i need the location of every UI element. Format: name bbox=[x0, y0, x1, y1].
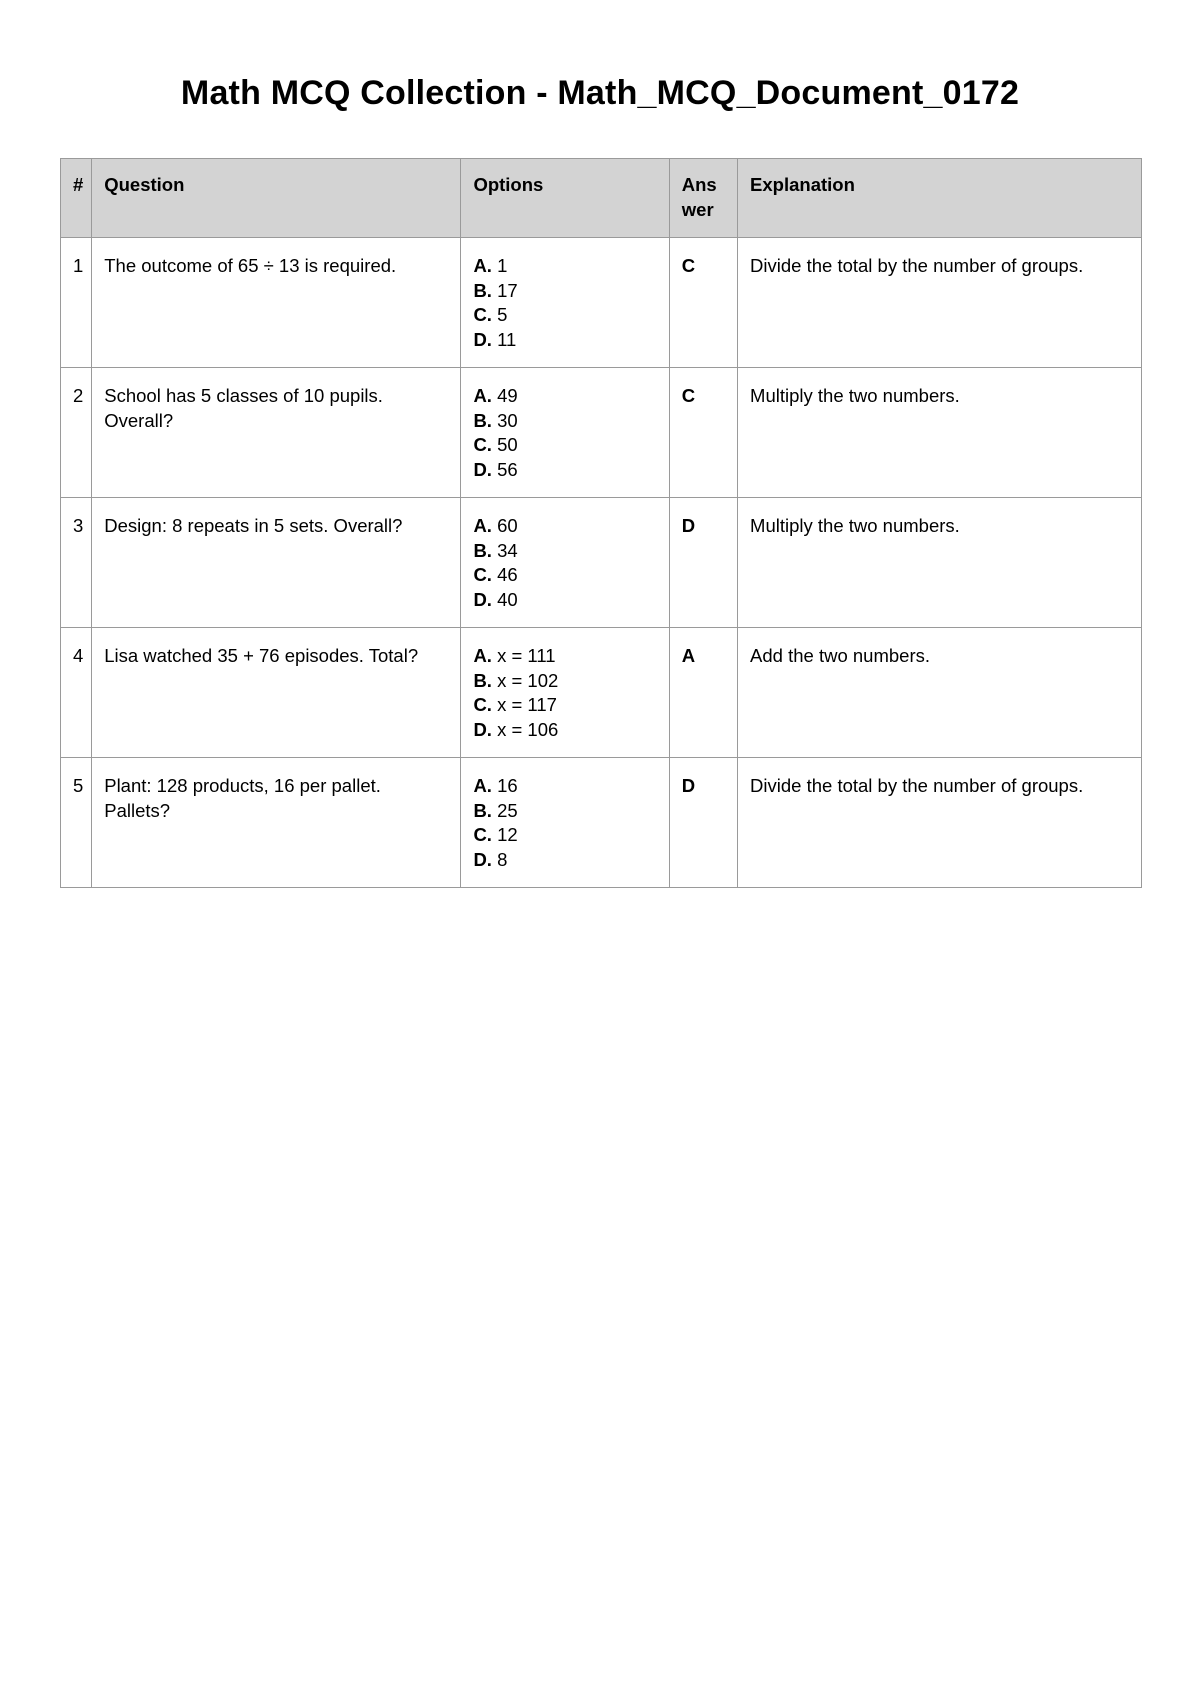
table-row bbox=[61, 368, 1142, 498]
option-letter: C. bbox=[473, 824, 492, 845]
option-text: 49 bbox=[491, 385, 518, 406]
option-item bbox=[473, 433, 656, 458]
options-cell bbox=[461, 498, 669, 628]
header-answer: Answer bbox=[669, 159, 737, 238]
option-item bbox=[473, 823, 656, 848]
option-text: x = 102 bbox=[491, 669, 559, 691]
option-text: 1 bbox=[491, 255, 508, 276]
option-item bbox=[473, 409, 656, 434]
option-text: 50 bbox=[491, 434, 518, 455]
option-letter: C. bbox=[473, 304, 492, 325]
question-text: Lisa watched 35 + 76 episodes. Total? bbox=[92, 628, 461, 758]
option-item bbox=[473, 514, 656, 539]
option-item bbox=[473, 279, 656, 304]
table-row bbox=[61, 758, 1142, 888]
mcq-table bbox=[60, 158, 1142, 888]
option-item bbox=[473, 799, 656, 824]
option-item bbox=[473, 693, 656, 718]
option-text: x = 111 bbox=[491, 645, 556, 666]
option-item bbox=[473, 458, 656, 483]
explanation-cell: Divide the total by the number of groups. bbox=[738, 238, 1142, 368]
option-item bbox=[473, 644, 656, 669]
option-letter: A. bbox=[473, 645, 492, 666]
question-text: Plant: 128 products, 16 per pallet. Pallets? bbox=[92, 758, 461, 888]
option-text: x = 117 bbox=[491, 694, 557, 715]
header-question: Question bbox=[92, 159, 461, 238]
explanation-cell: Add the two numbers. bbox=[738, 628, 1142, 758]
option-letter: D. bbox=[473, 328, 492, 350]
header-number: # bbox=[61, 159, 92, 238]
option-letter: A. bbox=[473, 255, 492, 276]
header-options: Options bbox=[461, 159, 669, 238]
explanation-cell: Multiply the two numbers. bbox=[738, 498, 1142, 628]
option-item bbox=[473, 848, 656, 873]
answer-cell: C bbox=[669, 368, 737, 498]
question-number: 1 bbox=[61, 238, 92, 368]
table-body bbox=[61, 238, 1142, 888]
question-number: 2 bbox=[61, 368, 92, 498]
header-explanation: Explanation bbox=[738, 159, 1142, 238]
option-text: 34 bbox=[491, 539, 518, 561]
explanation-cell: Divide the total by the number of groups. bbox=[738, 758, 1142, 888]
option-text: x = 106 bbox=[491, 718, 559, 740]
option-letter: B. bbox=[473, 669, 492, 691]
option-letter: A. bbox=[473, 515, 492, 536]
option-text: 16 bbox=[491, 775, 518, 796]
option-item bbox=[473, 328, 656, 353]
option-text: 17 bbox=[491, 279, 518, 301]
option-text: 40 bbox=[491, 588, 518, 610]
page-title: Math MCQ Collection - Math_MCQ_Document_0172 bbox=[180, 74, 1020, 112]
table-header bbox=[61, 159, 1142, 238]
option-item bbox=[473, 669, 656, 694]
option-item bbox=[473, 718, 656, 743]
question-text: School has 5 classes of 10 pupils. Overall? bbox=[92, 368, 461, 498]
option-letter: D. bbox=[473, 848, 492, 870]
option-item bbox=[473, 774, 656, 799]
option-letter: B. bbox=[473, 799, 492, 821]
option-item bbox=[473, 254, 656, 279]
option-letter: C. bbox=[473, 434, 492, 455]
option-item bbox=[473, 539, 656, 564]
options-cell bbox=[461, 238, 669, 368]
option-letter: B. bbox=[473, 409, 492, 431]
option-text: 12 bbox=[491, 824, 518, 845]
answer-cell: C bbox=[669, 238, 737, 368]
option-text: 11 bbox=[491, 328, 517, 350]
table-row bbox=[61, 498, 1142, 628]
question-number: 4 bbox=[61, 628, 92, 758]
option-text: 8 bbox=[491, 848, 508, 870]
question-number: 5 bbox=[61, 758, 92, 888]
table-row bbox=[61, 628, 1142, 758]
table-row bbox=[61, 238, 1142, 368]
option-text: 46 bbox=[491, 564, 518, 585]
option-letter: D. bbox=[473, 718, 492, 740]
option-item bbox=[473, 588, 656, 613]
option-letter: B. bbox=[473, 279, 492, 301]
option-item bbox=[473, 303, 656, 328]
option-letter: B. bbox=[473, 539, 492, 561]
explanation-cell: Multiply the two numbers. bbox=[738, 368, 1142, 498]
option-text: 25 bbox=[491, 799, 518, 821]
answer-cell: A bbox=[669, 628, 737, 758]
option-text: 30 bbox=[491, 409, 518, 431]
option-text: 60 bbox=[491, 515, 518, 536]
question-number: 3 bbox=[61, 498, 92, 628]
answer-cell: D bbox=[669, 758, 737, 888]
option-letter: A. bbox=[473, 385, 492, 406]
option-text: 56 bbox=[491, 458, 518, 480]
header-row bbox=[61, 159, 1142, 238]
option-letter: A. bbox=[473, 775, 492, 796]
option-letter: D. bbox=[473, 458, 492, 480]
option-text: 5 bbox=[491, 304, 508, 325]
option-item bbox=[473, 384, 656, 409]
question-text: Design: 8 repeats in 5 sets. Overall? bbox=[92, 498, 461, 628]
options-cell bbox=[461, 368, 669, 498]
option-letter: D. bbox=[473, 588, 492, 610]
question-text: The outcome of 65 ÷ 13 is required. bbox=[92, 238, 461, 368]
option-item bbox=[473, 563, 656, 588]
option-letter: C. bbox=[473, 694, 492, 715]
option-letter: C. bbox=[473, 564, 492, 585]
answer-cell: D bbox=[669, 498, 737, 628]
options-cell bbox=[461, 628, 669, 758]
options-cell bbox=[461, 758, 669, 888]
